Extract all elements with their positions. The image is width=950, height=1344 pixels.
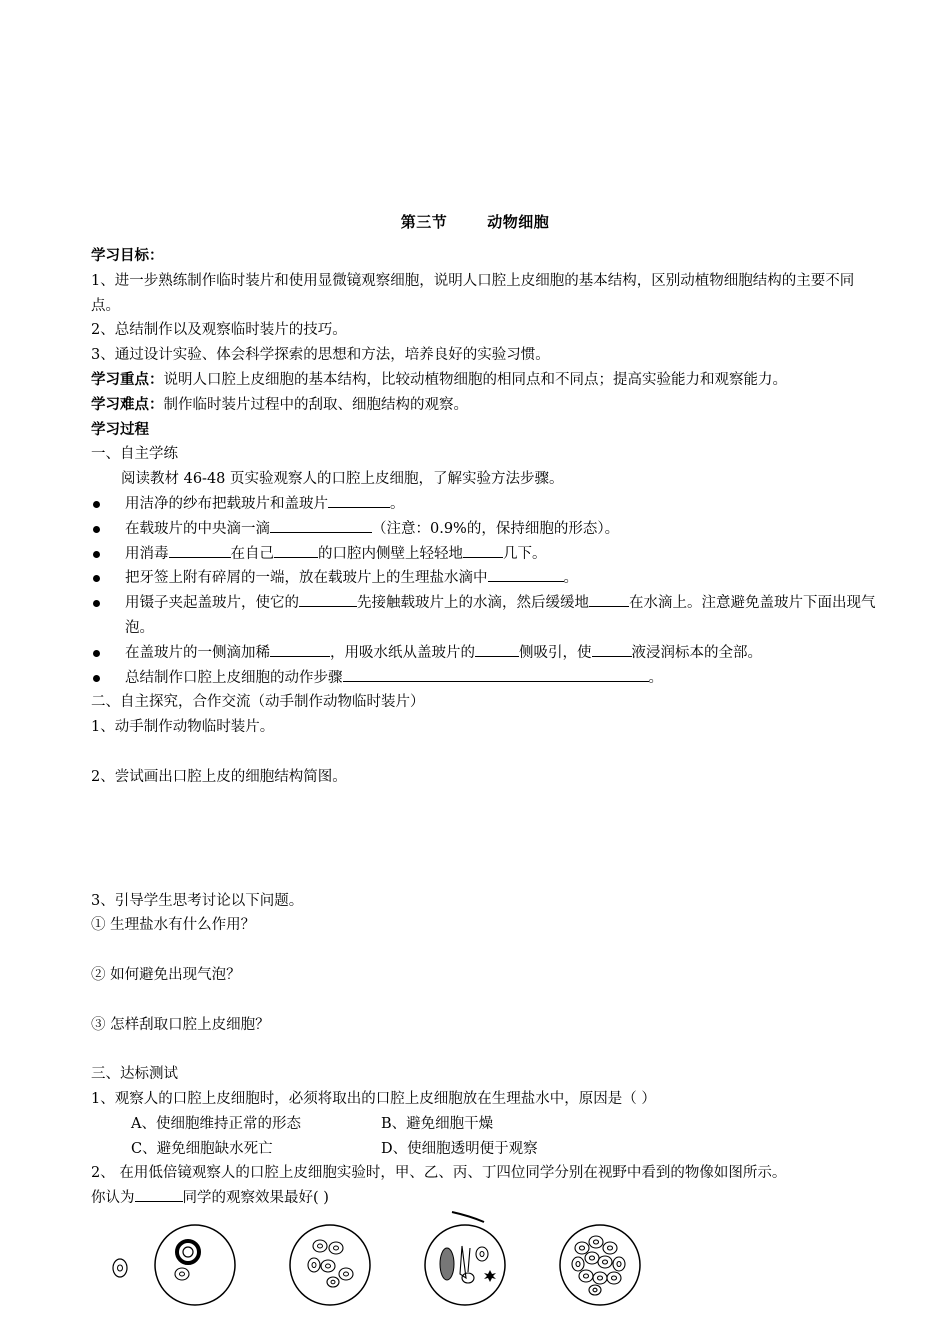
- view-jia: [155, 1225, 235, 1305]
- difficulty-label: 学习难点：: [91, 396, 164, 413]
- step-bullet: 用镊子夹起盖玻片，使它的 先接触载玻片上的水滴，然后缓缓地 在水滴上。注意避免盖玻片下面出现气泡。: [91, 591, 881, 641]
- step-bullet: 用消毒 在自己 的口腔内侧壁上轻轻地 几下。: [91, 542, 881, 567]
- step-bullet: 在盖玻片的一侧滴加稀 ，用吸水纸从盖玻片的 侧吸引，使 液浸润标本的全部。: [91, 641, 881, 666]
- title-part1: 第三节: [400, 213, 448, 231]
- answer-blank[interactable]: [343, 666, 649, 682]
- answer-blank[interactable]: [274, 542, 318, 558]
- option-row: [91, 1112, 881, 1137]
- focus-label: 学习重点：: [91, 371, 164, 388]
- worksheet-content: [91, 244, 881, 1211]
- section2-heading: 二、自主探究，合作交流（动手制作动物临时装片）: [91, 694, 425, 711]
- goals-heading: 学习目标：: [91, 248, 164, 264]
- answer-blank[interactable]: [488, 566, 564, 582]
- view-bing: [425, 1212, 505, 1305]
- discussion-question: ② 如何避免出现气泡？: [91, 966, 241, 983]
- answer-blank[interactable]: [589, 591, 629, 607]
- answer-blank[interactable]: [270, 641, 330, 657]
- answer-blank[interactable]: [592, 641, 632, 657]
- section1-heading: 一、自主学练: [91, 446, 178, 463]
- focus-line: [91, 368, 881, 393]
- loose-cell: [113, 1259, 127, 1277]
- option-d[interactable]: D、使细胞透明便于观察: [381, 1140, 538, 1157]
- discussion-question: ③ 怎样刮取口腔上皮细胞？: [91, 1016, 270, 1033]
- test-question: 1、观察人的口腔上皮细胞时，必须将取出的口腔上皮细胞放在生理盐水中，原因是（ ）: [91, 1090, 656, 1107]
- answer-blank[interactable]: [169, 542, 231, 558]
- answer-blank[interactable]: [475, 641, 519, 657]
- answer-blank[interactable]: [299, 591, 357, 607]
- step-bullet: 用洁净的纱布把载玻片和盖玻片 。: [91, 492, 881, 517]
- answer-blank[interactable]: [135, 1186, 183, 1202]
- answer-blank[interactable]: [328, 492, 390, 508]
- discussion-question: ① 生理盐水有什么作用？: [91, 917, 256, 934]
- section1-intro: 阅读教材 46-48 页实验观察人的口腔上皮细胞，了解实验方法步骤。: [121, 471, 564, 488]
- goal-item: 1、进一步熟练制作临时装片和使用显微镜观察细胞，说明人口腔上皮细胞的基本结构，区别动植物细胞结构的主要不同点。: [91, 272, 855, 314]
- test-question-cont: 你认为 同学的观察效果最好( ): [91, 1186, 881, 1211]
- test-question: 2、 在用低倍镜观察人的口腔上皮细胞实验时，甲、乙、丙、丁四位同学分别在视野中看到的物像如图所示。: [91, 1165, 787, 1182]
- difficulty-line: [91, 393, 881, 418]
- microscope-views-figure: [100, 1208, 660, 1328]
- answer-blank[interactable]: [463, 542, 503, 558]
- step-bullet: 总结制作口腔上皮细胞的动作步骤 。: [91, 666, 881, 691]
- focus-text: 说明人口腔上皮细胞的基本结构，比较动植物细胞的相同点和不同点；提高实验能力和观察能力。: [163, 371, 787, 388]
- page-title: [0, 211, 950, 232]
- option-a[interactable]: A、使细胞维持正常的形态: [131, 1115, 301, 1132]
- option-row: [91, 1137, 881, 1162]
- step-bullet: 在载玻片的中央滴一滴 （注意：0.9%的，保持细胞的形态）。: [91, 517, 881, 542]
- title-part2: 动物细胞: [487, 213, 550, 231]
- section2-item: 3、引导学生思考讨论以下问题。: [91, 892, 304, 909]
- option-b[interactable]: B、避免细胞干燥: [381, 1115, 494, 1132]
- goal-item: 3、通过设计实验、体会科学探索的思想和方法，培养良好的实验习惯。: [91, 347, 550, 364]
- section2-item: 1、动手制作动物临时装片。: [91, 719, 275, 736]
- option-c[interactable]: C、避免细胞缺水死亡: [131, 1140, 273, 1157]
- goal-item: 2、总结制作以及观察临时装片的技巧。: [91, 322, 347, 339]
- section2-item: 2、尝试画出口腔上皮的细胞结构简图。: [91, 768, 347, 785]
- section3-heading: 三、达标测试: [91, 1066, 178, 1083]
- step-bullet: 把牙签上附有碎屑的一端，放在载玻片上的生理盐水滴中 。: [91, 566, 881, 591]
- view-yi: [290, 1225, 370, 1305]
- answer-blank[interactable]: [270, 517, 372, 533]
- process-heading: 学习过程: [91, 421, 149, 438]
- view-ding: [560, 1225, 640, 1305]
- difficulty-text: 制作临时装片过程中的刮取、细胞结构的观察。: [163, 396, 468, 413]
